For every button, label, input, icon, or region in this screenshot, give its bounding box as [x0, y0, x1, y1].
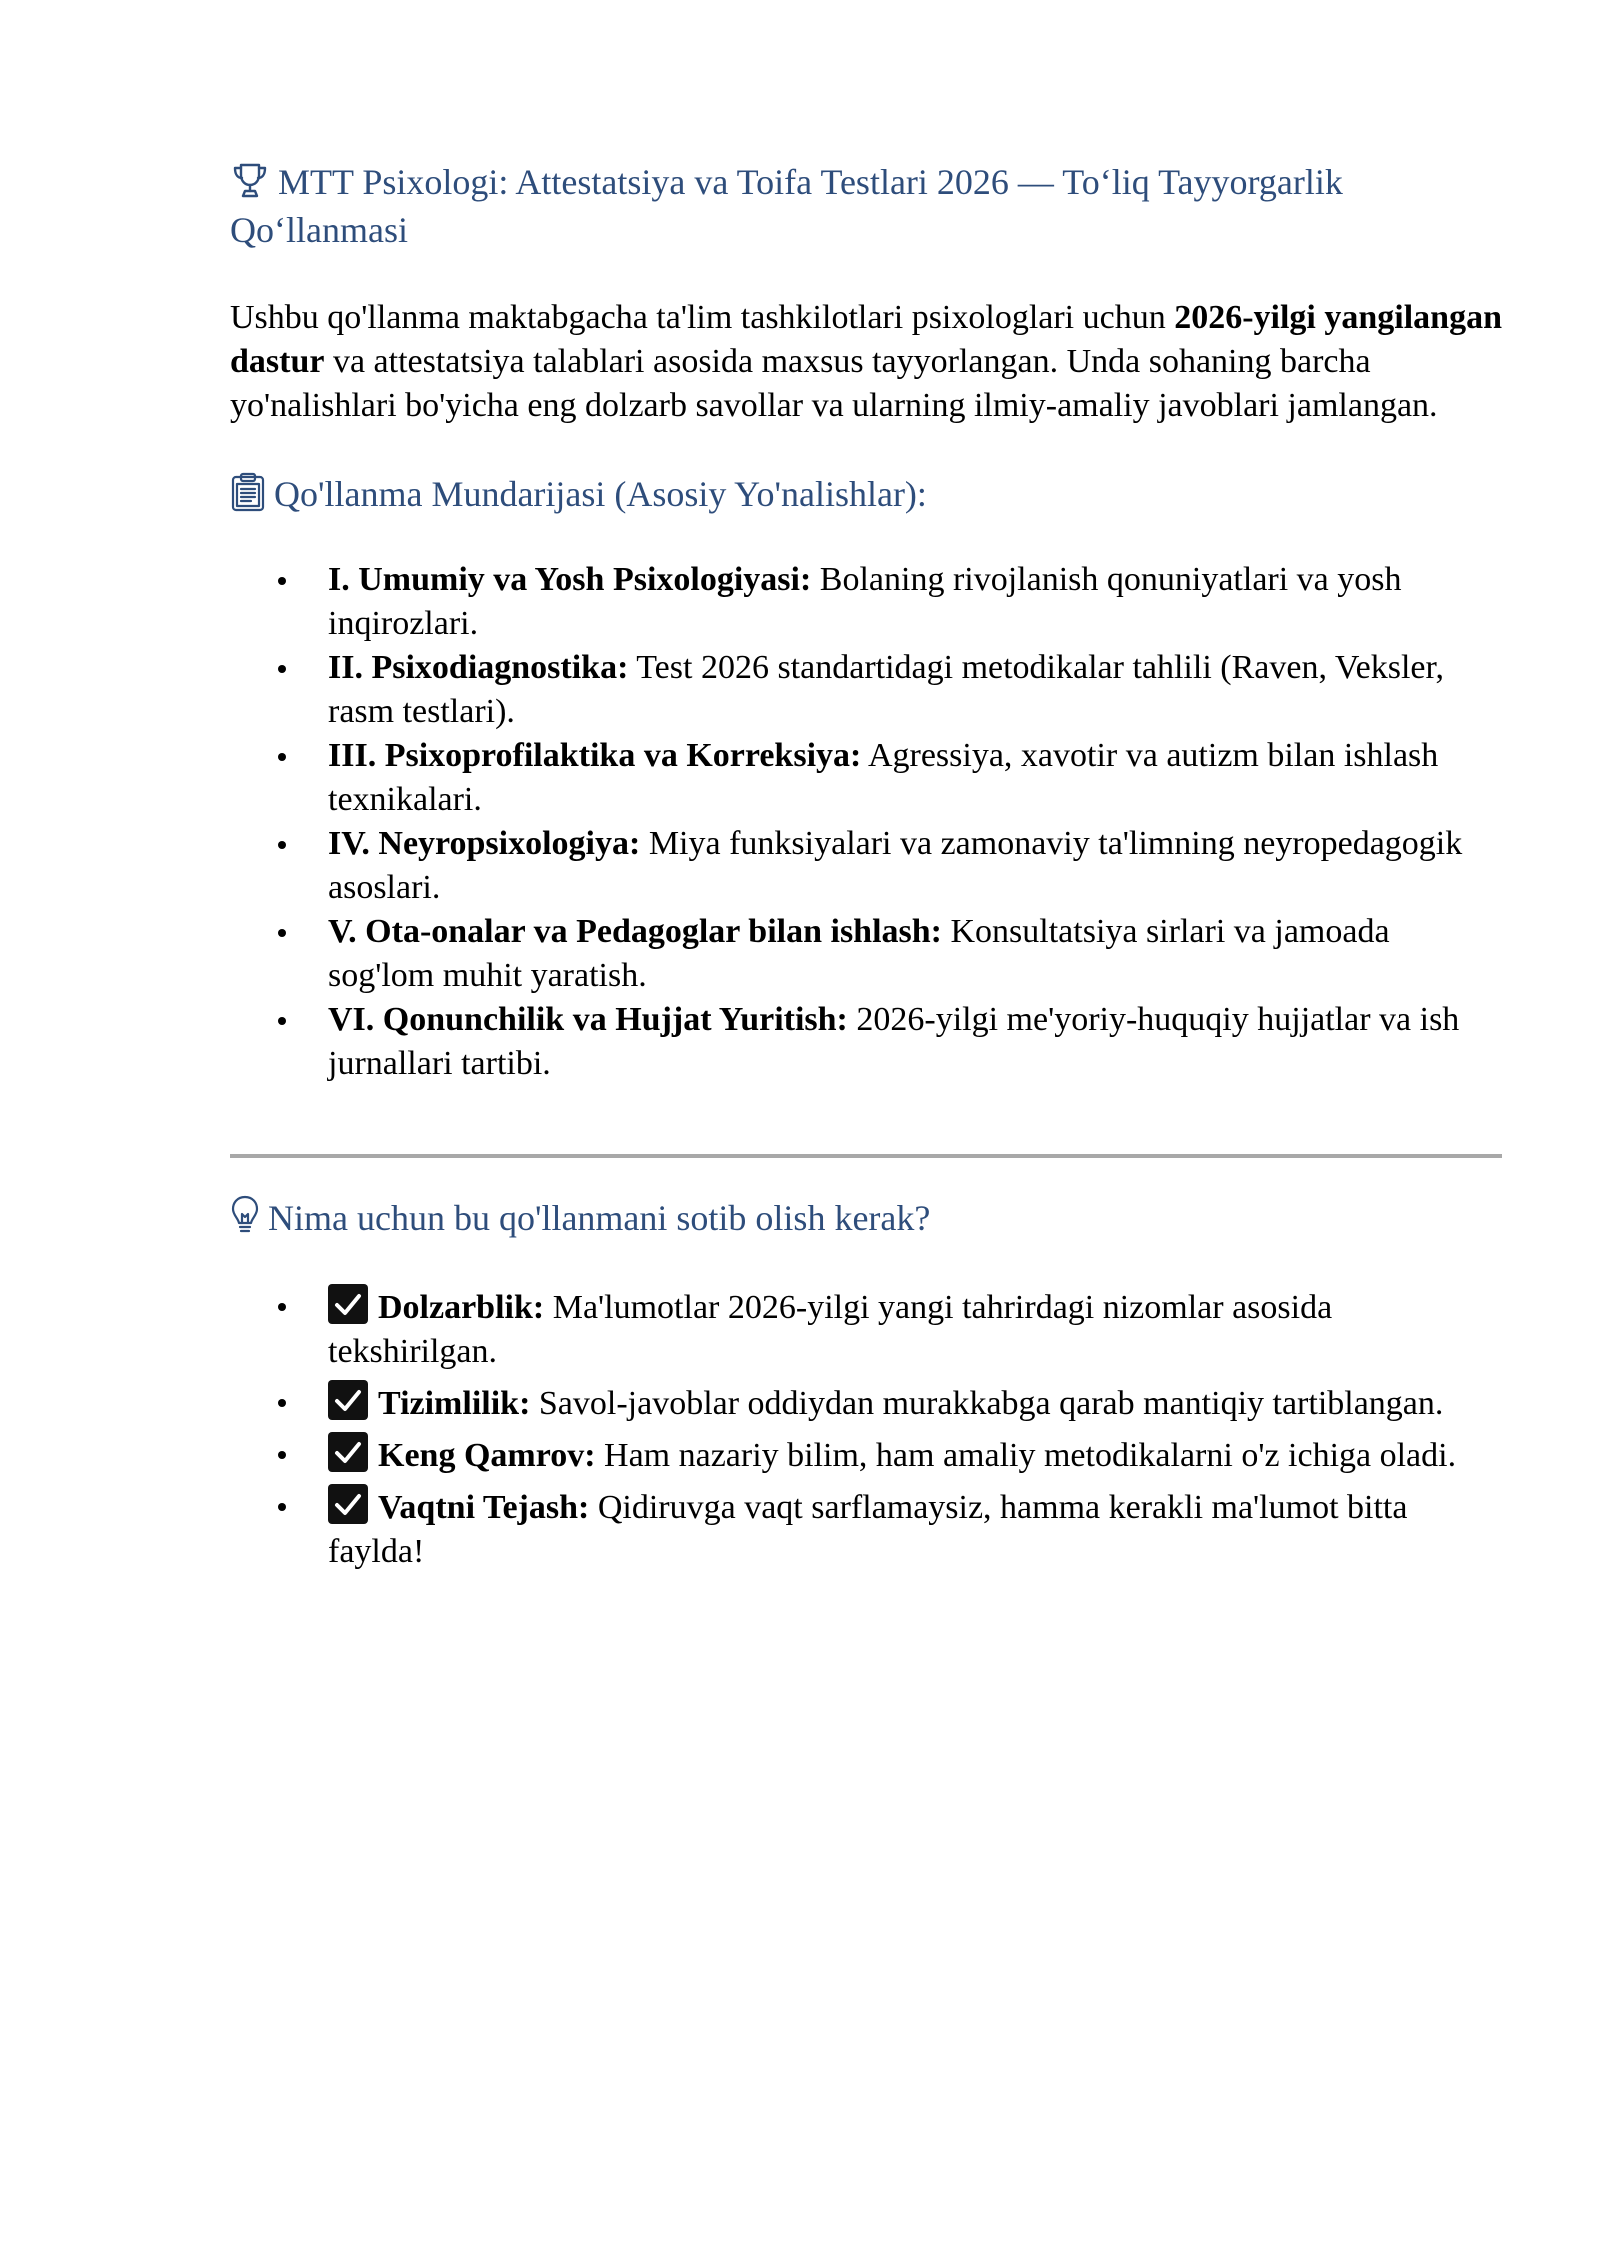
toc-item [328, 558, 1502, 646]
toc-item-text: Miya funksiyalari va zamonaviy ta'limning neyropedagogik asoslari. [328, 825, 1463, 906]
checkmark-icon [328, 1484, 368, 1524]
benefit-text: Qidiruvga vaqt sarflamaysiz, hamma kerakli ma'lumot bitta faylda! [328, 1489, 1408, 1570]
document-content [230, 150, 1502, 1580]
checkmark-icon [328, 1432, 368, 1472]
intro-bold: 2026-yilgi yangilangan dastur [230, 299, 1502, 380]
toc-item-title: III. Psixoprofilaktika va Korreksiya: [328, 737, 862, 774]
toc-heading [230, 470, 1502, 518]
why-heading [230, 1194, 1502, 1242]
title-line-1: MTT Psixologi: Attestatsiya va Toifa Testlari 2026 — To‘liq Tayyorgarlik [278, 162, 1343, 202]
benefit-title: Dolzarblik: [378, 1289, 545, 1326]
trophy-icon [230, 160, 270, 200]
toc-item-title: V. Ota-onalar va Pedagoglar bilan ishlash: [328, 913, 942, 950]
benefit-text: Ma'lumotlar 2026-yilgi yangi tahrirdagi nizomlar asosida tekshirilgan. [328, 1289, 1333, 1370]
toc-heading-text: Qo'llanma Mundarijasi (Asosiy Yo'nalishlar): [274, 474, 927, 514]
benefit-text: Ham nazariy bilim, ham amaliy metodikalarni o'z ichiga oladi. [595, 1437, 1457, 1474]
benefit-title: Keng Qamrov: [378, 1437, 596, 1474]
toc-item-text: Agressiya, xavotir va autizm bilan ishlash texnikalari. [328, 737, 1439, 818]
toc-item-title: VI. Qonunchilik va Hujjat Yuritish: [328, 1001, 848, 1038]
title-line-2: Qo‘llanmasi [230, 210, 408, 250]
intro-paragraph [230, 296, 1502, 428]
lightbulb-icon [230, 1194, 260, 1236]
toc-item-title: I. Umumiy va Yosh Psixologiyasi: [328, 561, 812, 598]
toc-item-text: Konsultatsiya sirlari va jamoada sog'lom muhit yaratish. [328, 913, 1390, 994]
intro-text-1: Ushbu qo'llanma maktabgacha ta'lim tashkilotlari psixologlari uchun [230, 299, 1175, 336]
intro-text-2: va attestatsiya talablari asosida maxsus tayyorlangan. Unda sohaning barcha yo'nalishlari bo'yicha eng dolzarb savollar va ularning ilmiy-amaliy javoblari jamlangan. [230, 343, 1438, 424]
toc-item [328, 910, 1502, 998]
benefits-list [230, 1284, 1502, 1574]
toc-item-title: IV. Neyropsixologiya: [328, 825, 641, 862]
toc-list [230, 558, 1502, 1086]
toc-item-text: Test 2026 standartidagi metodikalar tahlili (Raven, Veksler, rasm testlari). [328, 649, 1444, 730]
benefit-item [328, 1284, 1502, 1374]
toc-item-title: II. Psixodiagnostika: [328, 649, 629, 686]
page-title [230, 158, 1502, 254]
benefit-item [328, 1432, 1502, 1478]
clipboard-icon [230, 472, 266, 512]
toc-item-text: 2026-yilgi me'yoriy-huquqiy hujjatlar va ish jurnallari tartibi. [328, 1001, 1460, 1082]
checkmark-icon [328, 1380, 368, 1420]
benefit-text: Savol-javoblar oddiydan murakkabga qarab mantiqiy tartiblangan. [530, 1385, 1444, 1422]
toc-item [328, 734, 1502, 822]
why-heading-text: Nima uchun bu qo'llanmani sotib olish kerak? [268, 1198, 931, 1238]
benefit-title: Tizimlilik: [378, 1385, 531, 1422]
toc-item [328, 998, 1502, 1086]
benefit-title: Vaqtni Tejash: [378, 1489, 590, 1526]
toc-item-text: Bolaning rivojlanish qonuniyatlari va yosh inqirozlari. [328, 561, 1402, 642]
toc-item [328, 822, 1502, 910]
checkmark-icon [328, 1284, 368, 1324]
section-divider [230, 1154, 1502, 1158]
toc-item [328, 646, 1502, 734]
benefit-item [328, 1484, 1502, 1574]
benefit-item [328, 1380, 1502, 1426]
